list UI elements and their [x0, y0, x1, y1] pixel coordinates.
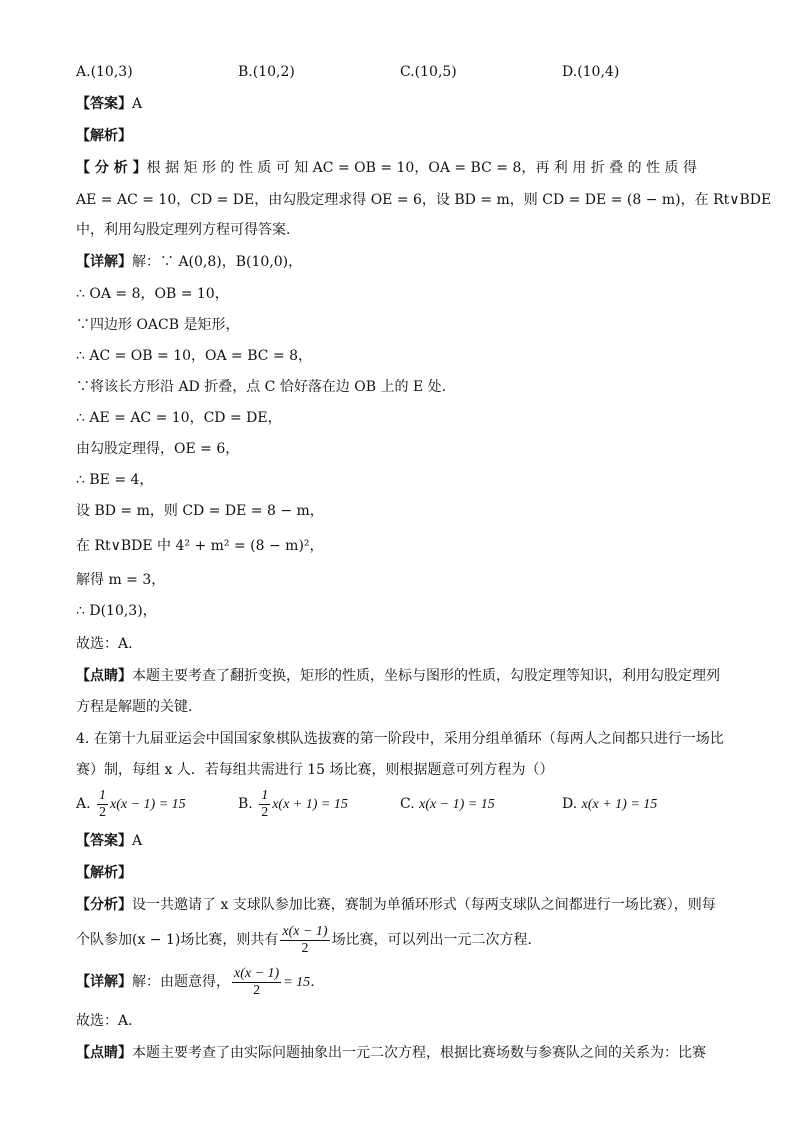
q3-dianjing-line-2: 方程是解题的关键.: [76, 699, 193, 715]
q4-fenxi-line-1: 【分析】设一共邀请了 x 支球队参加比赛，赛制为单循环形式（每两支球队之间都进行一场比赛），则每: [76, 897, 716, 913]
q4-option-c: C. x(x − 1) = 15: [400, 796, 495, 812]
q3-option-b: B.(10,2): [238, 64, 295, 80]
q4-option-a: A. $\frac{1}{2}$ x(x − 1) = 15: [76, 787, 186, 820]
q3-step: ∴ AE = AC = 10，CD = DE，: [76, 410, 282, 426]
q3-fenxi-line-3: 中，利用勾股定理列方程可得答案.: [76, 222, 291, 238]
q4-fenxi-line-2: 个队参加(x − 1)场比赛，则共有 $\frac{x(x - 1)}{2}$ 场比赛，可以列出一元二次方程．: [76, 923, 542, 956]
q4-select: 故选：A．: [76, 1013, 143, 1029]
q3-step: ∴ AC = OB = 10，OA = BC = 8，: [76, 348, 313, 364]
q4-detail-line: 【详解】解：由题意得， $\frac{x(x - 1)}{2}$ = 15．: [76, 965, 325, 998]
q3-option-c: C.(10,5): [400, 64, 457, 80]
q3-option-a: A.(10,3): [76, 64, 133, 80]
q3-step: ∴ OA = 8，OB = 10，: [76, 286, 229, 302]
q4-answer: 【答案】A: [76, 833, 143, 849]
q3-select: 故选：A.: [76, 636, 133, 652]
q3-answer: 【答案】A: [76, 96, 143, 112]
fraction: $\frac{1}{2}$: [99, 787, 107, 820]
q3-step: ∴ BE = 4，: [76, 472, 154, 488]
q3-step: 由勾股定理得，OE = 6，: [76, 441, 240, 457]
q4-option-d: D. x(x + 1) = 15: [562, 796, 658, 812]
q4-stem-line-1: 4. 在第十九届亚运会中国国家象棋队选拔赛的第一阶段中，采用分组单循环（每两人之间都只进行一场比: [76, 731, 724, 747]
fraction: $\frac{1}{2}$: [261, 787, 269, 820]
q3-analysis-heading: 【解析】: [76, 128, 132, 144]
q3-step: ∵将该长方形沿 AD 折叠，点 C 恰好落在边 OB 上的 E 处.: [76, 379, 447, 395]
q4-stem-line-2: 赛）制，每组 x 人．若每组共需进行 15 场比赛，则根据题意可列方程为（）: [76, 762, 554, 778]
q3-fenxi-line-1: 【 分 析 】根 据 矩 形 的 性 质 可 知 AC = OB = 10，OA = BC = 8，再 利 用 折 叠 的 性 质 得: [76, 160, 697, 176]
q3-dianjing-line-1: 【点睛】本题主要考查了翻折变换，矩形的性质，坐标与图形的性质，勾股定理等知识，利用勾股定理列: [76, 668, 720, 684]
q3-step: ∵四边形 OACB 是矩形，: [76, 317, 240, 333]
fraction: $\frac{x(x - 1)}{2}$: [282, 923, 328, 956]
q3-step: 解得 m = 3，: [76, 572, 166, 588]
q4-analysis-heading: 【解析】: [76, 865, 132, 881]
q3-fenxi-line-2: AE = AC = 10，CD = DE，由勾股定理求得 OE = 6，设 BD = m，则 CD = DE = (8 − m)，在 Rt∨BDE: [76, 192, 772, 208]
q4-dianjing-line-1: 【点睛】本题主要考查了由实际问题抽象出一元二次方程，根据比赛场数与参赛队之间的关系为：比赛: [76, 1045, 706, 1061]
q4-option-b: B. $\frac{1}{2}$ x(x + 1) = 15: [238, 787, 348, 820]
q3-step: 在 Rt∨BDE 中 4² + m² = (8 − m)²，: [76, 538, 324, 554]
q3-detail-line-1: 【详解】解：∵ A(0,8)，B(10,0)，: [76, 254, 303, 270]
q3-step: 设 BD = m，则 CD = DE = 8 − m，: [76, 503, 324, 519]
fraction: $\frac{x(x - 1)}{2}$: [234, 965, 280, 998]
q3-step: ∴ D(10,3)，: [76, 603, 157, 619]
q3-option-d: D.(10,4): [562, 64, 620, 80]
